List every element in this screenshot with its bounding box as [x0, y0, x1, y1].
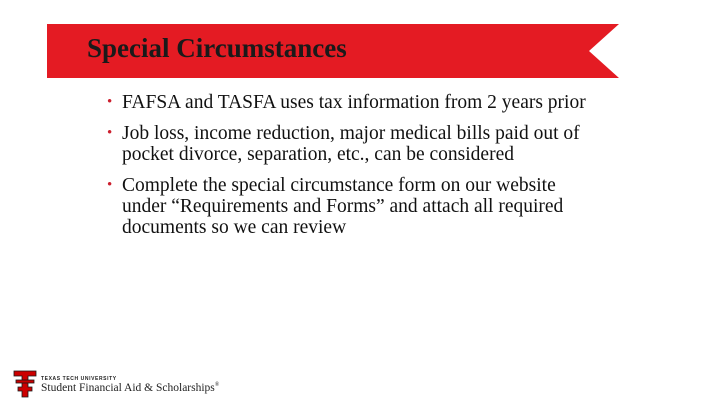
- bullet-text: Complete the special circumstance form on our website under “Requirements and Forms” and attach all required documents so we can review: [122, 175, 564, 238]
- footer-university: TEXAS TECH UNIVERSITY: [41, 376, 117, 382]
- footer-department: [41, 382, 219, 394]
- bullet-item: [106, 175, 586, 238]
- footer-department-label: Student Financial Aid & Scholarships: [41, 382, 215, 394]
- double-t-logo-icon: [13, 369, 37, 399]
- trademark-mark: ®: [214, 382, 220, 389]
- title-banner: [47, 24, 619, 78]
- bullet-marker: •: [107, 177, 113, 193]
- bullet-text: FAFSA and TASFA uses tax information from 2 years prior: [122, 92, 586, 113]
- bullet-list: [106, 92, 586, 248]
- bullet-marker: •: [107, 94, 113, 110]
- slide-title: Special Circumstances: [87, 33, 347, 63]
- bullet-item: [106, 92, 586, 113]
- bullet-marker: •: [107, 125, 113, 141]
- bullet-text: Job loss, income reduction, major medical bills paid out of pocket divorce, separation, etc., can be considered: [122, 123, 580, 165]
- bullet-item: [106, 123, 586, 165]
